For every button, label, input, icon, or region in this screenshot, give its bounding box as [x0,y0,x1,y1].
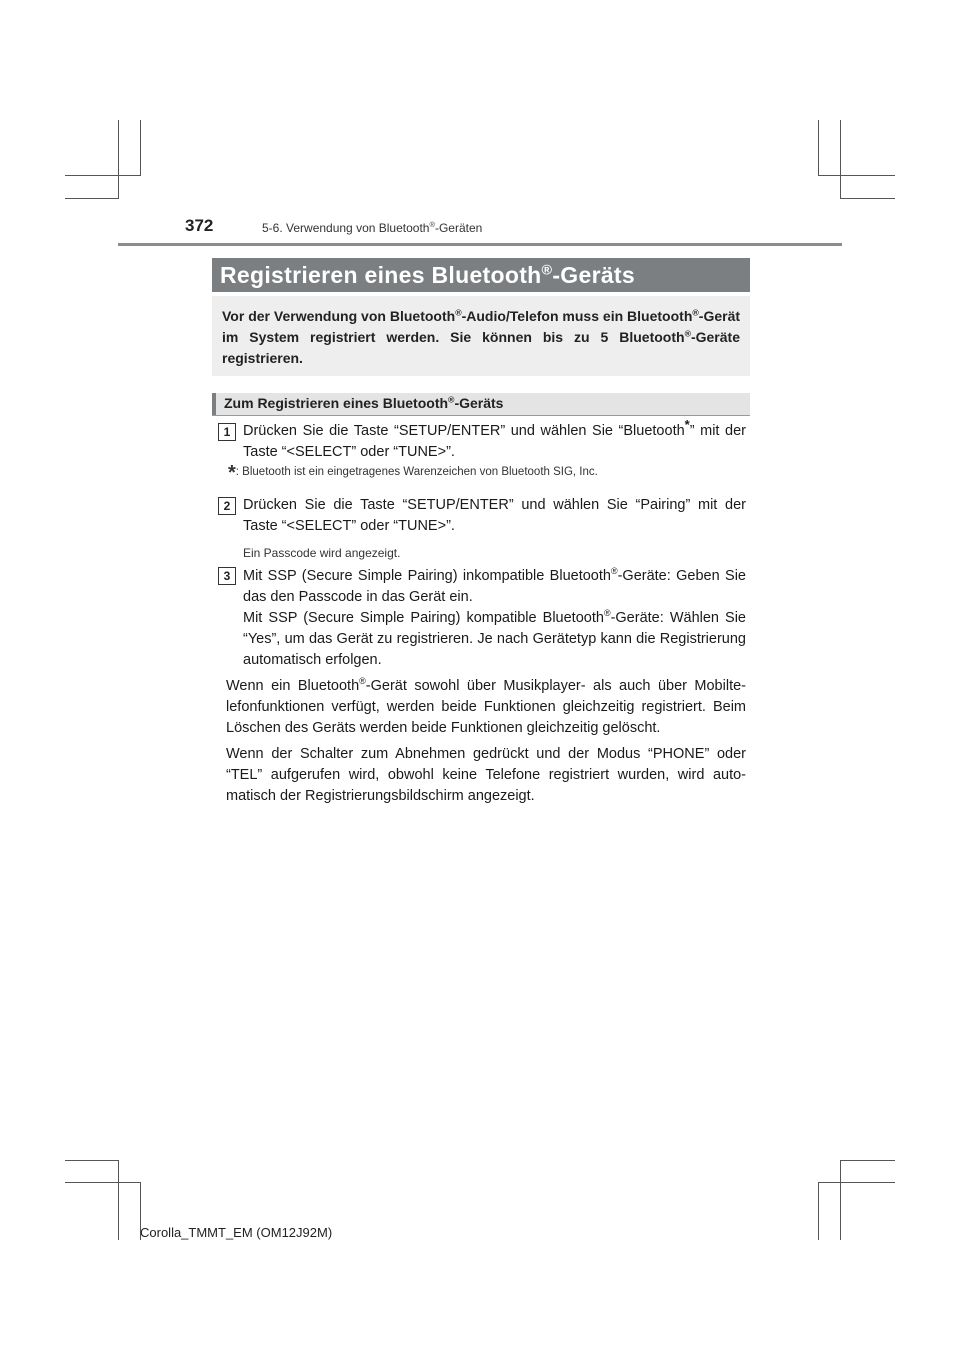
step-number-badge: 2 [218,497,236,515]
crop-mark [65,175,141,176]
crop-mark [840,198,895,199]
section-header: 5-6. Verwendung von Bluetooth®-Geräten [262,220,483,235]
body-paragraph: Wenn der Schalter zum Abnehmen gedrückt und der Modus “PHONE” oder “TEL” aufgerufen wird, obwohl keine Telefone registriert wurden, wird auto-matisch der Registrierungsbildschirm angezeigt. [226,746,746,804]
body-paragraph: Wenn ein Bluetooth®-Gerät sowohl über Musikplayer- als auch über Mobilte-lefonfunktionen verfügt, werden beide Funktionen gleichzeitig registriert. Beim Löschen des Geräts werden beide Funktionen gleichzeitig gelöscht. [226,676,746,736]
subheading-rule [212,415,750,416]
page-title: Registrieren eines Bluetooth®-Geräts [212,258,750,292]
crop-mark [65,198,119,199]
intro-box: Vor der Verwendung von Bluetooth®-Audio/Telefon muss ein Bluetooth®-Gerät im System registriert werden. Sie können bis zu 5 Bluetooth®-Geräte registrieren. [212,296,750,376]
crop-mark [65,1160,119,1161]
step-number-badge: 3 [218,567,236,585]
step-1-text: Drücken Sie die Taste “SETUP/ENTER” und wählen Sie “Bluetooth*” mit der Taste “<SELECT” oder “TUNE>”. [243,417,746,460]
step-3-text-a: Mit SSP (Secure Simple Pairing) inkompatible Bluetooth®-Geräte: Geben Sie das den Passcode in das Gerät ein. [243,566,746,605]
step-3-text-b: Mit SSP (Secure Simple Pairing) kompatible Bluetooth®-Geräte: Wählen Sie “Yes”, um das Gerät zu registrieren. Je nach Gerätetyp kann die Registrierung automatisch erfolgen. [243,608,747,668]
crop-mark [65,1182,141,1183]
step-number-badge: 1 [218,423,236,441]
crop-mark [840,1160,841,1240]
crop-mark [118,120,119,198]
crop-mark [140,120,141,175]
crop-mark [818,1182,895,1183]
crop-mark [818,120,819,175]
subheading: Zum Registrieren eines Bluetooth®-Geräts [212,393,750,415]
page-number: 372 [185,216,214,235]
crop-mark [840,120,841,198]
step-2-note: Ein Passcode wird angezeigt. [243,546,401,560]
crop-mark [818,1182,819,1240]
step-2-text: Drücken Sie die Taste “SETUP/ENTER” und wählen Sie “Pairing” mit der Taste “<SELECT” oder “TUNE>”. [243,497,746,534]
footnote: *: Bluetooth ist ein eingetragenes Warenzeichen von Bluetooth SIG, Inc. [228,462,598,484]
header-rule [118,243,842,246]
crop-mark [840,1160,895,1161]
crop-mark [818,175,895,176]
crop-mark [118,1160,119,1240]
footer-code: Corolla_TMMT_EM (OM12J92M) [140,1225,333,1240]
